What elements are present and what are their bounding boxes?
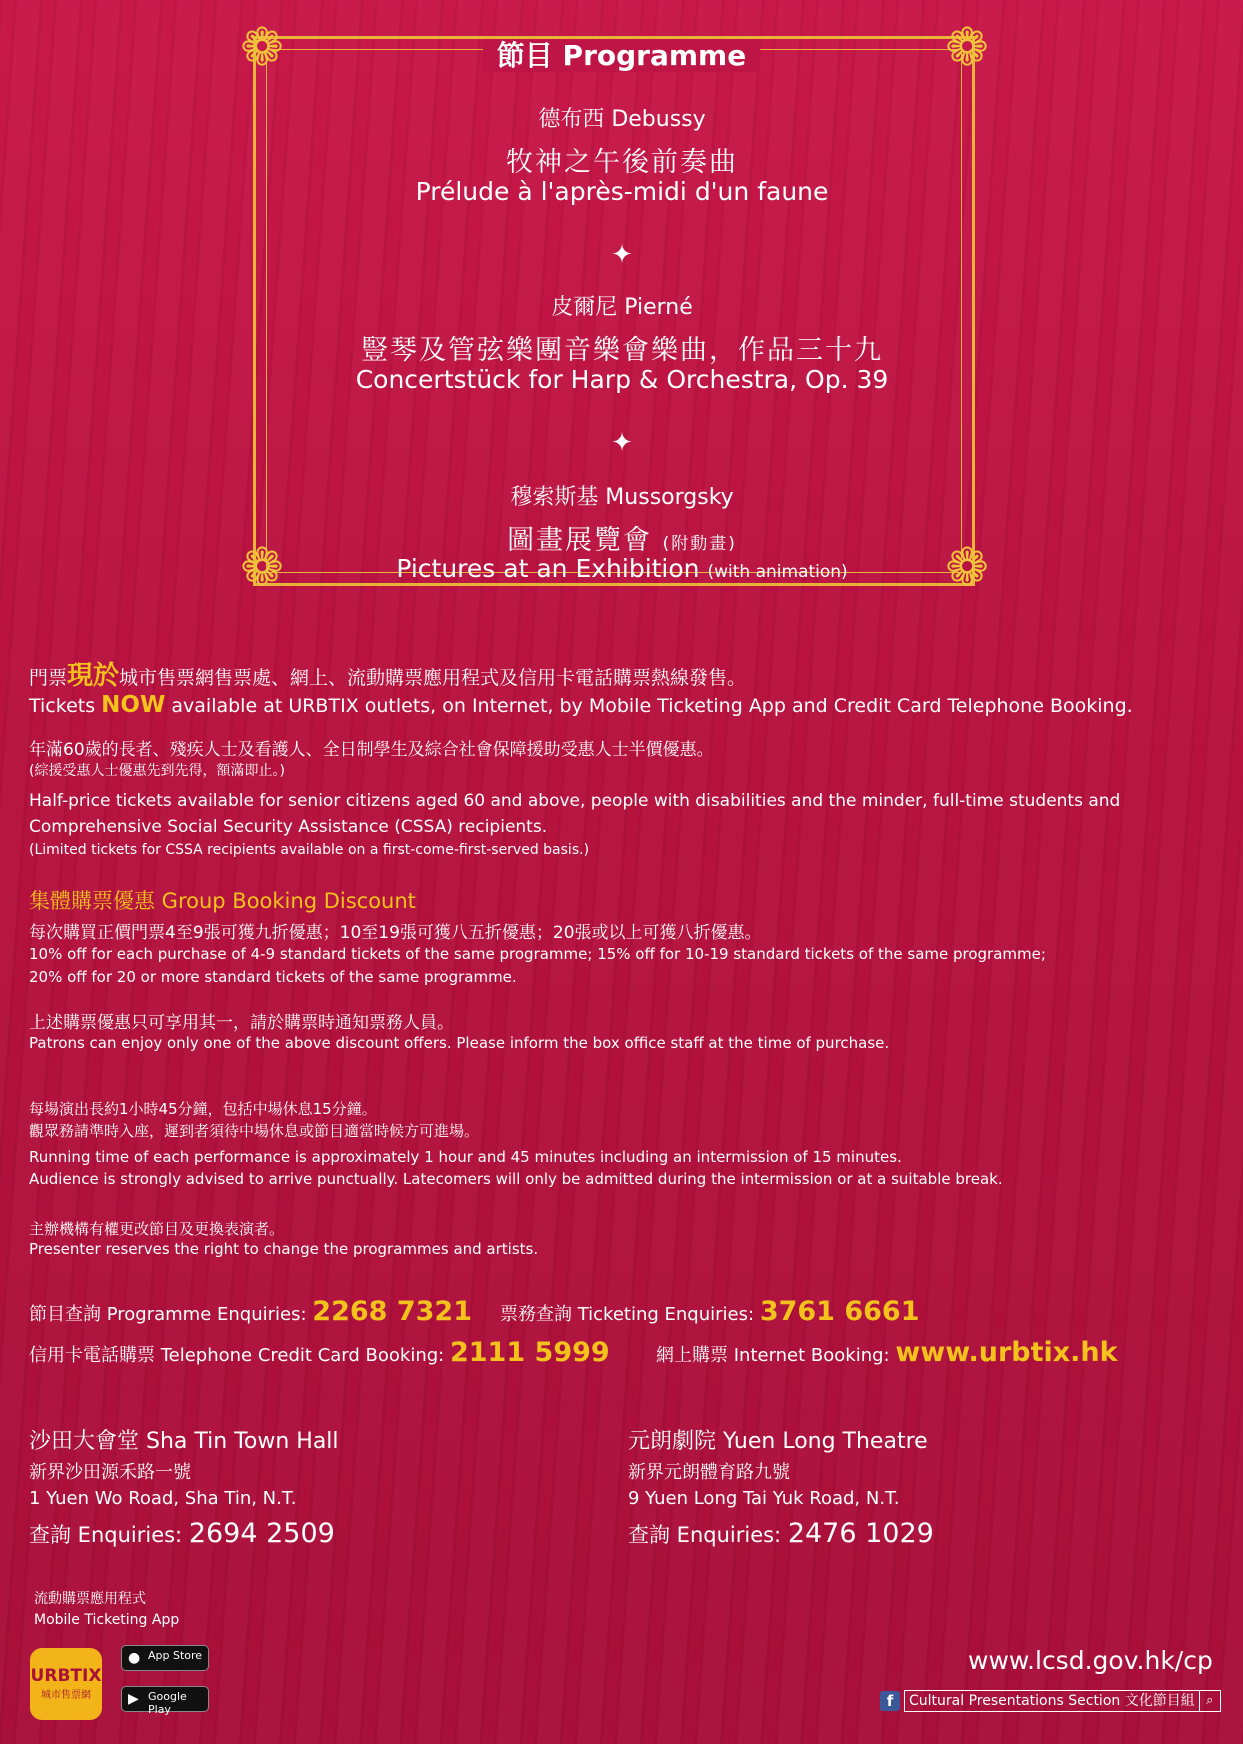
venue-1-addr-zh: 新界沙田源禾路一號 [29, 1462, 191, 1483]
lcsd-website-link[interactable]: www.lcsd.gov.hk/cp [968, 1646, 1213, 1675]
google-play-badge[interactable]: ▶ Google Play [121, 1686, 209, 1712]
programme-enquiries: 節目查詢 Programme Enquiries: 2268 7321 [29, 1296, 472, 1327]
running-time-en-1: Running time of each performance is approximately 1 hour and 45 minutes including an intermission of 15 minutes. [29, 1148, 902, 1166]
telephone-booking: 信用卡電話購票 Telephone Credit Card Booking: 2111 5999 [29, 1337, 610, 1368]
search-icon[interactable]: ⌕ [1200, 1690, 1221, 1712]
app-label-zh: 流動購票應用程式 [34, 1591, 146, 1607]
composer-1: 德布西 Debussy [538, 107, 706, 132]
work-1-zh: 牧神之午後前奏曲 [506, 147, 738, 178]
venue-1-addr-en: 1 Yuen Wo Road, Sha Tin, N.T. [29, 1488, 297, 1509]
composer-3: 穆索斯基 Mussorgsky [510, 485, 734, 510]
venue-2-name: 元朗劇院 Yuen Long Theatre [628, 1429, 928, 1454]
venue-2-enquiries: 查詢 Enquiries: 2476 1029 [628, 1518, 934, 1549]
facebook-label: Cultural Presentations Section 文化節目組 [904, 1690, 1200, 1712]
programme-heading: 節目 Programme [0, 34, 1243, 74]
half-price-en-note: (Limited tickets for CSSA recipients available on a first-come-first-served basis.) [29, 842, 590, 858]
running-time-zh-2: 觀眾務請準時入座，遲到者須待中場休息或節目適當時候方可進場。 [29, 1122, 480, 1140]
work-2-zh: 豎琴及管弦樂團音樂會樂曲，作品三十九 [361, 335, 883, 366]
facebook-bar[interactable] [880, 1690, 1221, 1712]
group-en-2: 20% off for 20 or more standard tickets of the same programme. [29, 968, 517, 986]
presenter-zh: 主辦機構有權更改節目及更換表演者。 [29, 1220, 285, 1238]
work-3-zh: 圖畫展覽會 (附動畫) [507, 525, 737, 556]
running-time-en-2: Audience is strongly advised to arrive punctually. Latecomers will only be admitted during the intermission or at a suitable break. [29, 1170, 1003, 1188]
venue-2-addr-en: 9 Yuen Long Tai Yuk Road, N.T. [628, 1488, 900, 1509]
work-1-en: Prélude à l'après-midi d'un faune [415, 177, 829, 206]
work-2-en: Concertstück for Harp & Orchestra, Op. 39 [355, 365, 889, 394]
venue-1-name: 沙田大會堂 Sha Tin Town Hall [29, 1429, 339, 1454]
tickets-en: Tickets NOW available at URBTIX outlets, on Internet, by Mobile Ticketing App and Credit Card Telephone Booking. [29, 692, 1133, 718]
apple-icon: ● [128, 1650, 141, 1666]
half-price-zh-note: (綜援受惠人士優惠先到先得，額滿即止。) [29, 763, 285, 779]
internet-booking-link[interactable]: www.urbtix.hk [895, 1337, 1118, 1368]
half-price-en-2: Comprehensive Social Security Assistance (CSSA) recipients. [29, 817, 548, 837]
app-label-en: Mobile Ticketing App [34, 1612, 180, 1628]
ornament-corner-top-left: ❁ [240, 18, 284, 78]
separator-1: ✦ [611, 240, 633, 270]
venue-2-addr-zh: 新界元朗體育路九號 [628, 1462, 790, 1483]
facebook-icon: f [880, 1691, 900, 1711]
ornament-corner-bottom-left: ❁ [240, 538, 284, 598]
half-price-en-1: Half-price tickets available for senior citizens aged 60 and above, people with disabilities and the minder, full-time students and [29, 791, 1121, 811]
internet-booking: 網上購票 Internet Booking: www.urbtix.hk [656, 1337, 1118, 1368]
one-offer-zh: 上述購票優惠只可享用其一，請於購票時通知票務人員。 [29, 1013, 454, 1033]
separator-2: ✦ [611, 428, 633, 458]
app-store-badge[interactable]: ● App Store [121, 1645, 209, 1671]
tickets-zh: 門票現於城市售票網售票處、網上、流動購票應用程式及信用卡電話購票熱線發售。 [29, 661, 747, 691]
group-heading: 集體購票優惠 Group Booking Discount [29, 889, 416, 913]
half-price-zh: 年滿60歲的長者、殘疾人士及看護人、全日制學生及綜合社會保障援助受惠人士半價優惠。 [29, 740, 714, 760]
presenter-en: Presenter reserves the right to change the programmes and artists. [29, 1240, 539, 1258]
venue-1-enquiries: 查詢 Enquiries: 2694 2509 [29, 1518, 335, 1549]
one-offer-en: Patrons can enjoy only one of the above discount offers. Please inform the box office staff at the time of purchase. [29, 1034, 890, 1052]
ornament-corner-top-right: ❁ [945, 18, 989, 78]
composer-2: 皮爾尼 Pierné [551, 295, 693, 320]
running-time-zh-1: 每場演出長約1小時45分鐘，包括中場休息15分鐘。 [29, 1100, 377, 1118]
ticketing-enquiries: 票務查詢 Ticketing Enquiries: 3761 6661 [500, 1296, 920, 1327]
group-en-1: 10% off for each purchase of 4-9 standard tickets of the same programme; 15% off for 10-19 standard tickets of the same programme; [29, 945, 1046, 963]
ornament-corner-bottom-right: ❁ [945, 538, 989, 598]
work-3-en: Pictures at an Exhibition (with animation) [396, 554, 848, 583]
play-icon: ▶ [128, 1691, 139, 1707]
group-zh: 每次購買正價門票4至9張可獲九折優惠；10至19張可獲八五折優惠；20張或以上可獲八折優惠。 [29, 923, 762, 943]
urbtix-logo[interactable]: URBTIX 城市售票網 [30, 1648, 102, 1720]
